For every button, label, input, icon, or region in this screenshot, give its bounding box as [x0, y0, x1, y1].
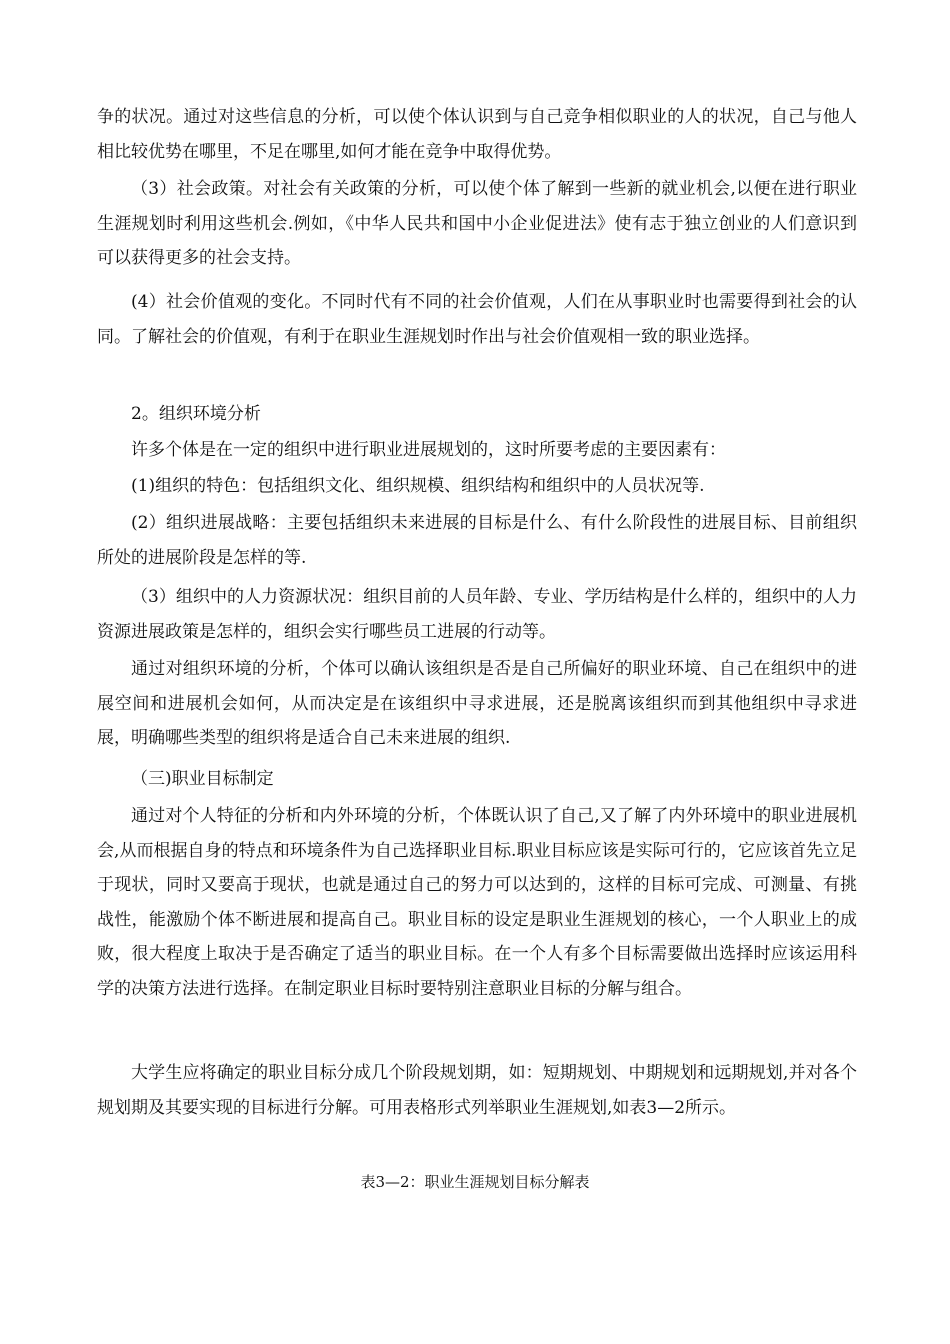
paragraph-social-values: (4）社会价值观的变化。不同时代有不同的社会价值观，人们在从事职业时也需要得到社会的认同。了解社会的价值观，有利于在职业生涯规划时作出与社会价值观相一致的职业选择。 — [97, 292, 857, 347]
table-caption: 表3—2：职业生涯规划目标分解表 — [360, 1173, 590, 1191]
paragraph-goal-decomposition: 大学生应将确定的职业目标分成几个阶段规划期，如：短期规划、中期规划和远期规划,并对各个规划期及其要实现的目标进行分解。可用表格形式列举职业生涯规划,如表3—2所示。 — [97, 1063, 857, 1118]
paragraph-human-resources: （3）组织中的人力资源状况：组织目前的人员年龄、专业、学历结构是什么样的，组织中的人力资源进展政策是怎样的，组织会实行哪些员工进展的行动等。 — [97, 587, 857, 642]
heading-organization-environment: 2。组织环境分析 — [131, 404, 261, 424]
paragraph-organization-features: (1)组织的特色：包括组织文化、组织规模、组织结构和组织中的人员状况等. — [131, 476, 705, 496]
heading-career-goal-setting: （三)职业目标制定 — [131, 769, 274, 789]
paragraph-organization-intro: 许多个体是在一定的组织中进行职业进展规划的，这时所要考虑的主要因素有： — [131, 440, 726, 460]
paragraph-career-goal: 通过对个人特征的分析和内外环境的分析，个体既认识了自己,又了解了内外环境中的职业进展机会,从而根据自身的特点和环境条件为自己选择职业目标.职业目标应该是实际可行的，它应该首先立足于现状，同时又要高于现状，也就是通过自己的努力可以达到的，这样的目标可完成、可测量、有挑战性，能激励个体不断进展和提高自己。职业目标的设定是职业生涯规划的核心，一个人职业上的成败，很大程度上取决于是否确定了适当的职业目标。在一个人有多个目标需要做出选择时应该运用科学的决策方法进行选择。在制定职业目标时要特别注意职业目标的分解与组合。 — [97, 806, 857, 999]
paragraph-organization-strategy: (2）组织进展战略：主要包括组织未来进展的目标是什么、有什么阶段性的进展目标、目前组织所处的进展阶段是怎样的等. — [97, 513, 857, 568]
paragraph-competition-continued: 争的状况。通过对这些信息的分析，可以使个体认识到与自己竞争相似职业的人的状况，自己与他人相比较优势在哪里，不足在哪里,如何才能在竞争中取得优势。 — [97, 107, 857, 162]
paragraph-social-policy: （3）社会政策。对社会有关政策的分析，可以使个体了解到一些新的就业机会,以便在进行职业生涯规划时利用这些机会.例如，《中华人民共和国中小企业促进法》使有志于独立创业的人们意识到可以获得更多的社会支持。 — [97, 179, 857, 268]
paragraph-environment-analysis-summary: 通过对组织环境的分析，个体可以确认该组织是否是自己所偏好的职业环境、自己在组织中的进展空间和进展机会如何，从而决定是在该组织中寻求进展，还是脱离该组织而到其他组织中寻求进展，明确哪些类型的组织将是适合自己未来进展的组织. — [97, 659, 857, 748]
